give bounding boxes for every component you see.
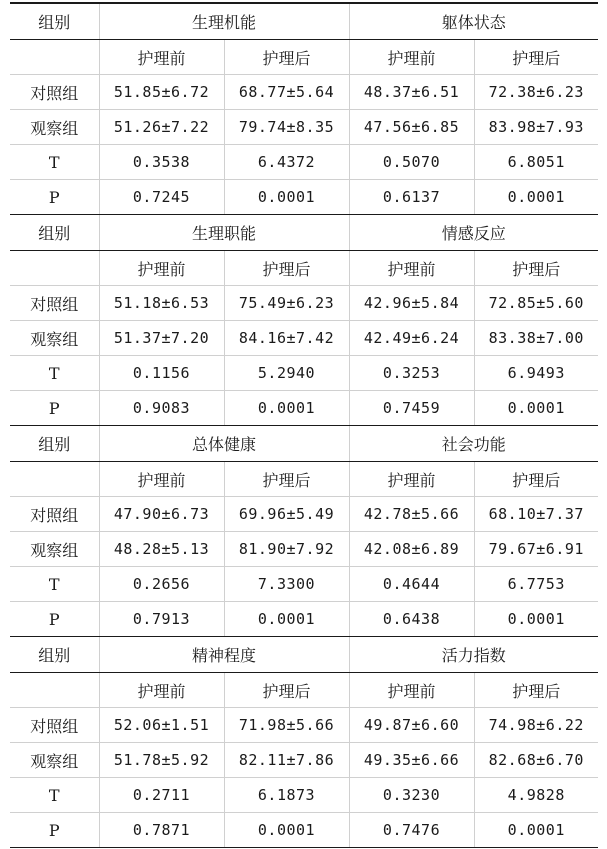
value-cell: 49.87±6.60 bbox=[349, 708, 474, 743]
value-cell: 69.96±5.49 bbox=[224, 497, 349, 532]
value-cell: 0.1156 bbox=[99, 356, 224, 391]
value-cell: 6.1873 bbox=[224, 778, 349, 813]
value-cell: 0.7913 bbox=[99, 602, 224, 637]
metric-b-header: 情感反应 bbox=[349, 215, 598, 251]
value-cell: 72.38±6.23 bbox=[474, 75, 598, 110]
value-cell: 47.56±6.85 bbox=[349, 110, 474, 145]
value-cell: 0.7459 bbox=[349, 391, 474, 426]
results-table bbox=[10, 2, 598, 848]
table-row bbox=[10, 743, 598, 778]
value-cell: 82.11±7.86 bbox=[224, 743, 349, 778]
value-cell: 79.74±8.35 bbox=[224, 110, 349, 145]
row-label: T bbox=[10, 356, 99, 391]
value-cell: 72.85±5.60 bbox=[474, 286, 598, 321]
after-header: 护理后 bbox=[474, 251, 598, 286]
value-cell: 0.0001 bbox=[474, 391, 598, 426]
value-cell: 0.0001 bbox=[224, 180, 349, 215]
value-cell: 42.49±6.24 bbox=[349, 321, 474, 356]
value-cell: 0.3538 bbox=[99, 145, 224, 180]
value-cell: 0.0001 bbox=[224, 813, 349, 848]
table-row bbox=[10, 145, 598, 180]
value-cell: 0.6137 bbox=[349, 180, 474, 215]
metric-a-header: 生理职能 bbox=[99, 215, 349, 251]
sub-header-row bbox=[10, 673, 598, 708]
table-row bbox=[10, 110, 598, 145]
value-cell: 71.98±5.66 bbox=[224, 708, 349, 743]
row-label: 对照组 bbox=[10, 497, 99, 532]
value-cell: 0.2711 bbox=[99, 778, 224, 813]
after-header: 护理后 bbox=[474, 673, 598, 708]
row-label: T bbox=[10, 145, 99, 180]
value-cell: 0.0001 bbox=[224, 391, 349, 426]
empty-cell bbox=[10, 251, 99, 286]
metric-header-row bbox=[10, 426, 598, 462]
value-cell: 49.35±6.66 bbox=[349, 743, 474, 778]
value-cell: 7.3300 bbox=[224, 567, 349, 602]
row-label: P bbox=[10, 813, 99, 848]
sub-header-row bbox=[10, 462, 598, 497]
metric-a-header: 精神程度 bbox=[99, 637, 349, 673]
value-cell: 47.90±6.73 bbox=[99, 497, 224, 532]
value-cell: 6.8051 bbox=[474, 145, 598, 180]
value-cell: 6.9493 bbox=[474, 356, 598, 391]
after-header: 护理后 bbox=[224, 251, 349, 286]
group-header-cell: 组别 bbox=[10, 215, 99, 251]
table-row bbox=[10, 708, 598, 743]
before-header: 护理前 bbox=[99, 251, 224, 286]
row-label: 观察组 bbox=[10, 532, 99, 567]
value-cell: 0.7476 bbox=[349, 813, 474, 848]
row-label: 观察组 bbox=[10, 743, 99, 778]
value-cell: 0.7245 bbox=[99, 180, 224, 215]
metric-a-header: 总体健康 bbox=[99, 426, 349, 462]
value-cell: 0.0001 bbox=[224, 602, 349, 637]
value-cell: 0.3230 bbox=[349, 778, 474, 813]
value-cell: 0.4644 bbox=[349, 567, 474, 602]
value-cell: 0.9083 bbox=[99, 391, 224, 426]
before-header: 护理前 bbox=[99, 40, 224, 75]
table-body bbox=[10, 3, 598, 848]
group-header-cell: 组别 bbox=[10, 3, 99, 40]
row-label: 对照组 bbox=[10, 708, 99, 743]
empty-cell bbox=[10, 40, 99, 75]
after-header: 护理后 bbox=[224, 462, 349, 497]
group-header-cell: 组别 bbox=[10, 426, 99, 462]
before-header: 护理前 bbox=[99, 673, 224, 708]
group-header-cell: 组别 bbox=[10, 637, 99, 673]
value-cell: 51.18±6.53 bbox=[99, 286, 224, 321]
value-cell: 42.78±5.66 bbox=[349, 497, 474, 532]
value-cell: 48.28±5.13 bbox=[99, 532, 224, 567]
value-cell: 0.0001 bbox=[474, 813, 598, 848]
before-header: 护理前 bbox=[349, 40, 474, 75]
row-label: 观察组 bbox=[10, 321, 99, 356]
value-cell: 4.9828 bbox=[474, 778, 598, 813]
value-cell: 83.38±7.00 bbox=[474, 321, 598, 356]
value-cell: 6.4372 bbox=[224, 145, 349, 180]
after-header: 护理后 bbox=[474, 462, 598, 497]
row-label: 对照组 bbox=[10, 75, 99, 110]
metric-b-header: 活力指数 bbox=[349, 637, 598, 673]
table-row bbox=[10, 532, 598, 567]
value-cell: 5.2940 bbox=[224, 356, 349, 391]
before-header: 护理前 bbox=[99, 462, 224, 497]
value-cell: 51.78±5.92 bbox=[99, 743, 224, 778]
value-cell: 48.37±6.51 bbox=[349, 75, 474, 110]
row-label: T bbox=[10, 778, 99, 813]
table-row bbox=[10, 391, 598, 426]
row-label: P bbox=[10, 602, 99, 637]
value-cell: 52.06±1.51 bbox=[99, 708, 224, 743]
after-header: 护理后 bbox=[474, 40, 598, 75]
value-cell: 0.2656 bbox=[99, 567, 224, 602]
before-header: 护理前 bbox=[349, 251, 474, 286]
metric-b-header: 社会功能 bbox=[349, 426, 598, 462]
value-cell: 0.3253 bbox=[349, 356, 474, 391]
metric-b-header: 躯体状态 bbox=[349, 3, 598, 40]
table-row bbox=[10, 813, 598, 848]
table-row bbox=[10, 567, 598, 602]
value-cell: 42.96±5.84 bbox=[349, 286, 474, 321]
empty-cell bbox=[10, 462, 99, 497]
row-label: 观察组 bbox=[10, 110, 99, 145]
value-cell: 51.26±7.22 bbox=[99, 110, 224, 145]
value-cell: 42.08±6.89 bbox=[349, 532, 474, 567]
row-label: P bbox=[10, 180, 99, 215]
row-label: P bbox=[10, 391, 99, 426]
sub-header-row bbox=[10, 251, 598, 286]
value-cell: 68.77±5.64 bbox=[224, 75, 349, 110]
table-row bbox=[10, 602, 598, 637]
value-cell: 81.90±7.92 bbox=[224, 532, 349, 567]
value-cell: 74.98±6.22 bbox=[474, 708, 598, 743]
metric-header-row bbox=[10, 3, 598, 40]
row-label: T bbox=[10, 567, 99, 602]
table-row bbox=[10, 286, 598, 321]
table-row bbox=[10, 778, 598, 813]
value-cell: 0.5070 bbox=[349, 145, 474, 180]
results-table-container bbox=[10, 2, 598, 848]
value-cell: 0.6438 bbox=[349, 602, 474, 637]
value-cell: 51.37±7.20 bbox=[99, 321, 224, 356]
table-row bbox=[10, 321, 598, 356]
value-cell: 51.85±6.72 bbox=[99, 75, 224, 110]
value-cell: 0.0001 bbox=[474, 180, 598, 215]
table-row bbox=[10, 180, 598, 215]
value-cell: 82.68±6.70 bbox=[474, 743, 598, 778]
metric-header-row bbox=[10, 215, 598, 251]
table-row bbox=[10, 75, 598, 110]
before-header: 护理前 bbox=[349, 462, 474, 497]
table-row bbox=[10, 356, 598, 391]
empty-cell bbox=[10, 673, 99, 708]
value-cell: 68.10±7.37 bbox=[474, 497, 598, 532]
value-cell: 0.0001 bbox=[474, 602, 598, 637]
metric-header-row bbox=[10, 637, 598, 673]
metric-a-header: 生理机能 bbox=[99, 3, 349, 40]
after-header: 护理后 bbox=[224, 40, 349, 75]
after-header: 护理后 bbox=[224, 673, 349, 708]
value-cell: 0.7871 bbox=[99, 813, 224, 848]
value-cell: 83.98±7.93 bbox=[474, 110, 598, 145]
sub-header-row bbox=[10, 40, 598, 75]
table-row bbox=[10, 497, 598, 532]
value-cell: 79.67±6.91 bbox=[474, 532, 598, 567]
value-cell: 6.7753 bbox=[474, 567, 598, 602]
value-cell: 84.16±7.42 bbox=[224, 321, 349, 356]
value-cell: 75.49±6.23 bbox=[224, 286, 349, 321]
before-header: 护理前 bbox=[349, 673, 474, 708]
row-label: 对照组 bbox=[10, 286, 99, 321]
